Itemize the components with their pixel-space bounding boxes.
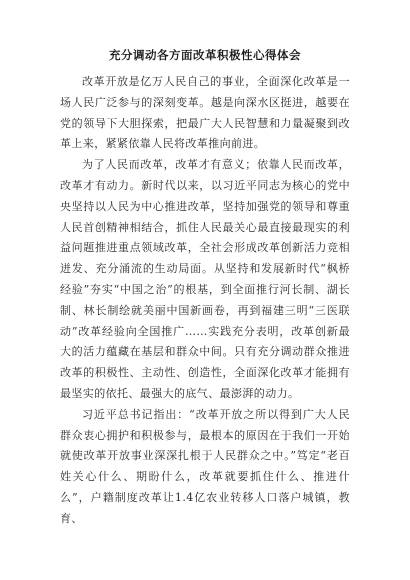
- paragraph-1: 改革开放是亿万人民自己的事业，全面深化改革是一场人民广泛参与的深刻变革。越是向深水区挺进，越要在党的领导下大胆探索，把最广大人民智慧和力量凝聚到改革上来，紧紧依靠人民将改革推向前进。: [60, 75, 350, 151]
- paragraph-2: 为了人民而改革，改革才有意义；依靠人民而改革，改革才有动力。新时代以来，以习近平同志为核心的党中央坚持以人民为中心推进改革，坚持加强党的领导和尊重人民首创精神相结合，抓住人民最关心最直接最现实的利益问题推进重点领域改革，全社会形成改革创新活力竞相迸发、充分涌流的生动局面。从坚持和发展新时代“枫桥经验”夯实“中国之治”的根基，到全面推行河长制、湖长制、林长制绘就美丽中国新画卷，再到福建三明“三医联动”改革经验向全国推广……实践充分表明，改革创新最大的活力蕴藏在基层和群众中间。只有充分调动群众推进改革的积极性、主动性、创造性，全面深化改革才能拥有最坚实的依托、最强大的底气、最澎湃的动力。: [60, 158, 350, 400]
- paragraph-3: 习近平总书记指出：“改革开放之所以得到广大人民群众衷心拥护和积极参与，最根本的原因在于我们一开始就使改革开放事业深深扎根于人民群众之中。”笃定“老百姓关心什么、期盼什么，改革就要抓住什么、推进什么”，户籍制度改革让1.4亿农业转移人口落户城镇，教育、: [60, 407, 350, 525]
- document-body: [60, 72, 350, 530]
- document-title: 充分调动各方面改革积极性心得体会: [109, 48, 301, 62]
